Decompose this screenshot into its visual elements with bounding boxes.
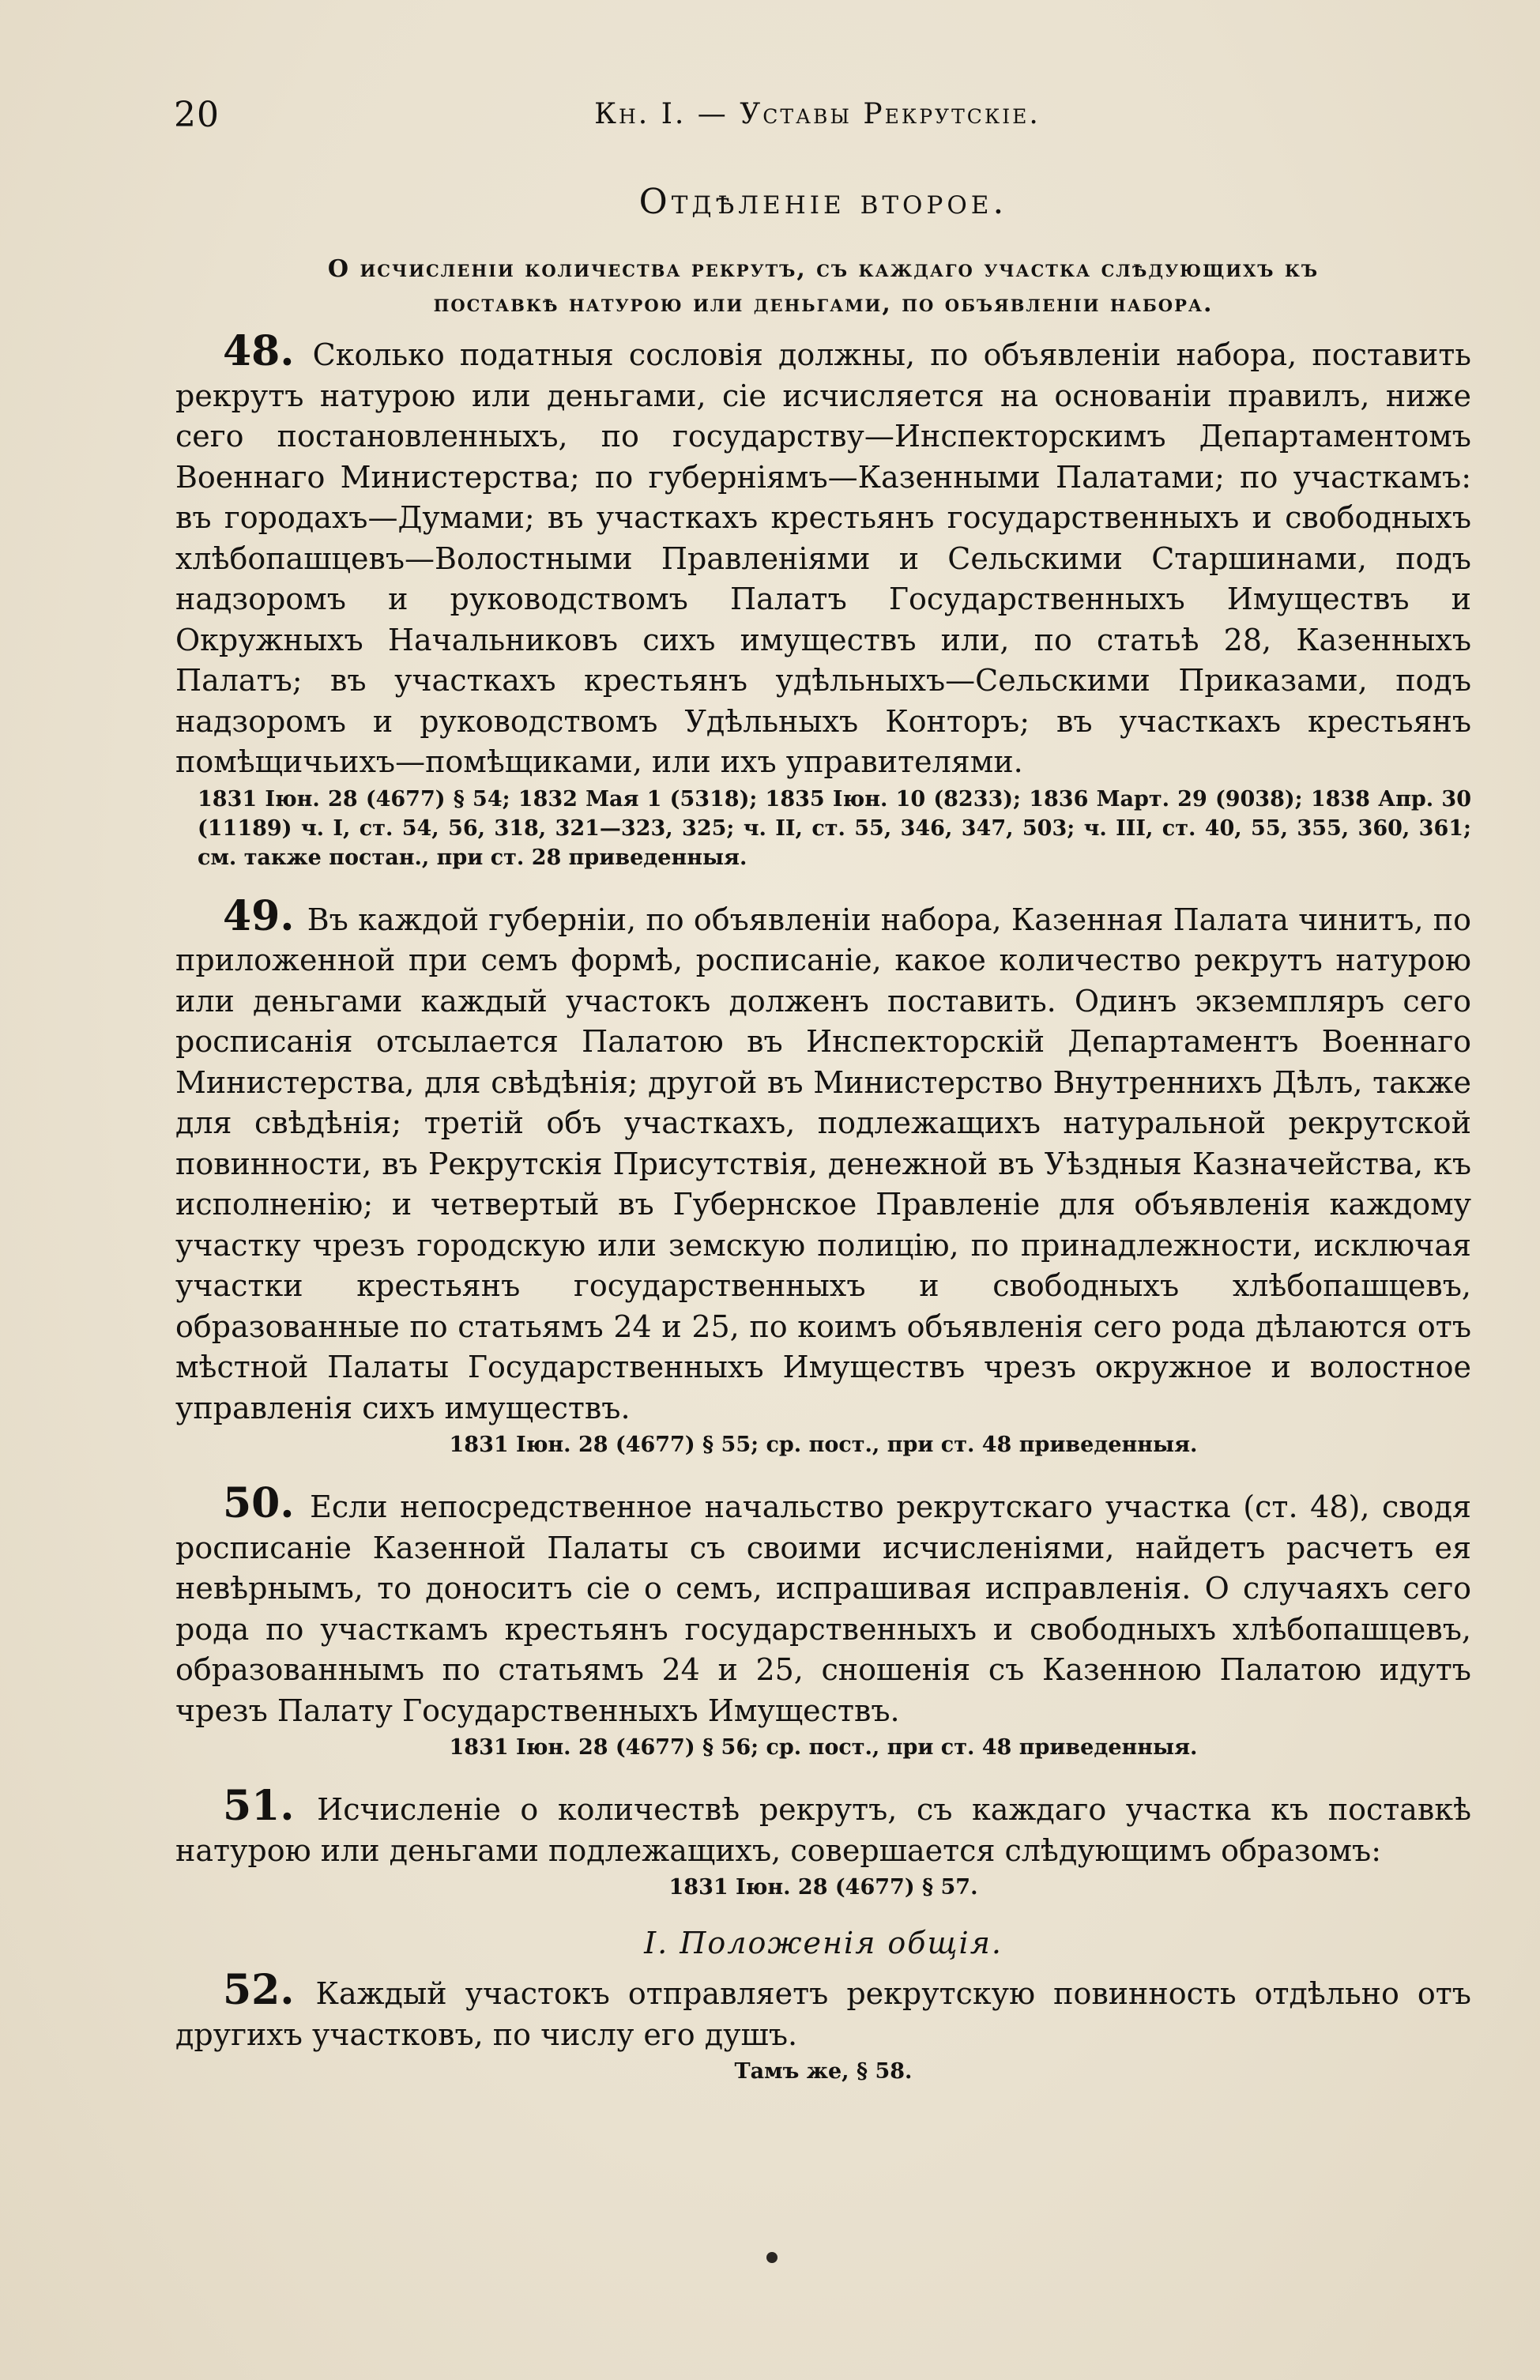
article-source: 1831 Іюн. 28 (4677) § 54; 1832 Мая 1 (5318); 1835 Іюн. 10 (8233); 1836 Март. 29 (9038); 1838 Апр. 30 (11189) ч. I, ст. 54, 56, 318, 321—323, 325; ч. II, ст. 55, 346, 347, 503; ч. III, ст. 40, 55, 355, 360, 361; см. также постан., при ст. 28 приведенныя.: [198, 786, 1471, 870]
article-text: Если непосредственное начальство рекрутскаго участка (ст. 48), сводя росписаніе Казенной Палаты съ своими исчисленіями, найдетъ расчетъ ея невѣрнымъ, то доноситъ сіе о семъ, испрашивая исправленія. О случаяхъ сего рода по участкамъ крестьянъ государственныхъ и свободныхъ хлѣбопашцевъ, образованнымъ по статьямъ 24 и 25, сношенія съ Казенною Палатою идутъ чрезъ Палату Государственныхъ Имуществъ.: [175, 1489, 1471, 1728]
subsection-title: I. Положенія общія.: [644, 1926, 1003, 1960]
section-title: Отдѣленіе второе.: [638, 182, 1008, 222]
page-body: [175, 182, 1471, 2110]
ink-dot: [766, 2252, 778, 2263]
article-number: 50.: [223, 1479, 295, 1527]
article-source: 1831 Іюн. 28 (4677) § 57.: [668, 1875, 978, 1900]
article-number: 52.: [223, 1966, 295, 2014]
article-number: 51.: [223, 1782, 295, 1830]
article-number: 48.: [223, 327, 295, 375]
article-source: 1831 Іюн. 28 (4677) § 56; ср. пост., при ст. 48 приведенныя.: [449, 1735, 1198, 1760]
article-49: [175, 891, 1471, 1429]
article-text: Каждый участокъ отправляетъ рекрутскую повинность отдѣльно отъ другихъ участковъ, по числу его душъ.: [175, 1976, 1471, 2052]
article-number: 49.: [223, 891, 295, 940]
article-text: Въ каждой губерніи, по объявленіи набора, Казенная Палата чинитъ, по приложенной при семъ формѣ, росписаніе, какое количество рекрутъ натурою или деньгами каждый участокъ долженъ поставить. Одинъ экземпляръ сего росписанія отсылается Палатою въ Инспекторскій Департаментъ Военнаго Министерства, для свѣдѣнія; другой въ Министерство Внутреннихъ Дѣлъ, также для свѣдѣнія; третій объ участкахъ, подлежащихъ натуральной рекрутской повинности, въ Рекрутскія Присутствія, денежной въ Уѣздныя Казначейства, къ исполненію; и четвертый въ Губернское Правленіе для объявленія каждому участку чрезъ городскую или земскую полицію, по принадлежности, исключая участки крестьянъ государственныхъ и свободныхъ хлѣбопашцевъ, образованные по статьямъ 24 и 25, по коимъ объявленія сего рода дѣлаются отъ мѣстной Палаты Государственныхъ Имуществъ чрезъ окружное и волостное управленія сихъ имуществъ.: [175, 902, 1471, 1425]
article-52: [175, 1966, 1471, 2055]
article-source: Тамъ же, § 58.: [734, 2059, 913, 2084]
article-text: Исчисленіе о количествѣ рекрутъ, съ каждаго участка къ поставкѣ натурою или деньгами подлежащихъ, совершается слѣдующимъ образомъ:: [175, 1792, 1471, 1868]
article-source: 1831 Іюн. 28 (4677) § 55; ср. пост., при ст. 48 приведенныя.: [449, 1433, 1198, 1457]
page-number: 20: [174, 95, 220, 135]
running-head: Кн. I. — Уставы Рекрутскіе.: [594, 98, 1041, 130]
section-subtitle-line: О исчисленіи количества рекрутъ, съ каждаго участка слѣдующихъ къ: [327, 255, 1320, 283]
article-50: [175, 1479, 1471, 1731]
article-48: [175, 327, 1471, 783]
section-subtitle: [175, 252, 1471, 322]
section-subtitle-line: поставкѣ натурою или деньгами, по объявленіи набора.: [433, 290, 1214, 318]
page-header: [174, 95, 1461, 142]
article-text: Сколько податныя сословія должны, по объявленіи набора, поставить рекрутъ натурою или деньгами, сіе исчисляется на основаніи правилъ, ниже сего постановленныхъ, по государству—Инспекторскимъ Департаментомъ Военнаго Министерства; по губерніямъ—Казенными Палатами; по участкамъ: въ городахъ—Думами; въ участкахъ крестьянъ государственныхъ и свободныхъ хлѣбопашцевъ—Волостными Правленіями и Сельскими Старшинами, подъ надзоромъ и руководствомъ Палатъ Государственныхъ Имуществъ и Окружныхъ Начальниковъ сихъ имуществъ или, по статьѣ 28, Казенныхъ Палатъ; въ участкахъ крестьянъ удѣльныхъ—Сельскими Приказами, подъ надзоромъ и руководствомъ Удѣльныхъ Конторъ; въ участкахъ крестьянъ помѣщичьихъ—помѣщиками, или ихъ управителями.: [175, 337, 1471, 779]
article-51: [175, 1782, 1471, 1871]
